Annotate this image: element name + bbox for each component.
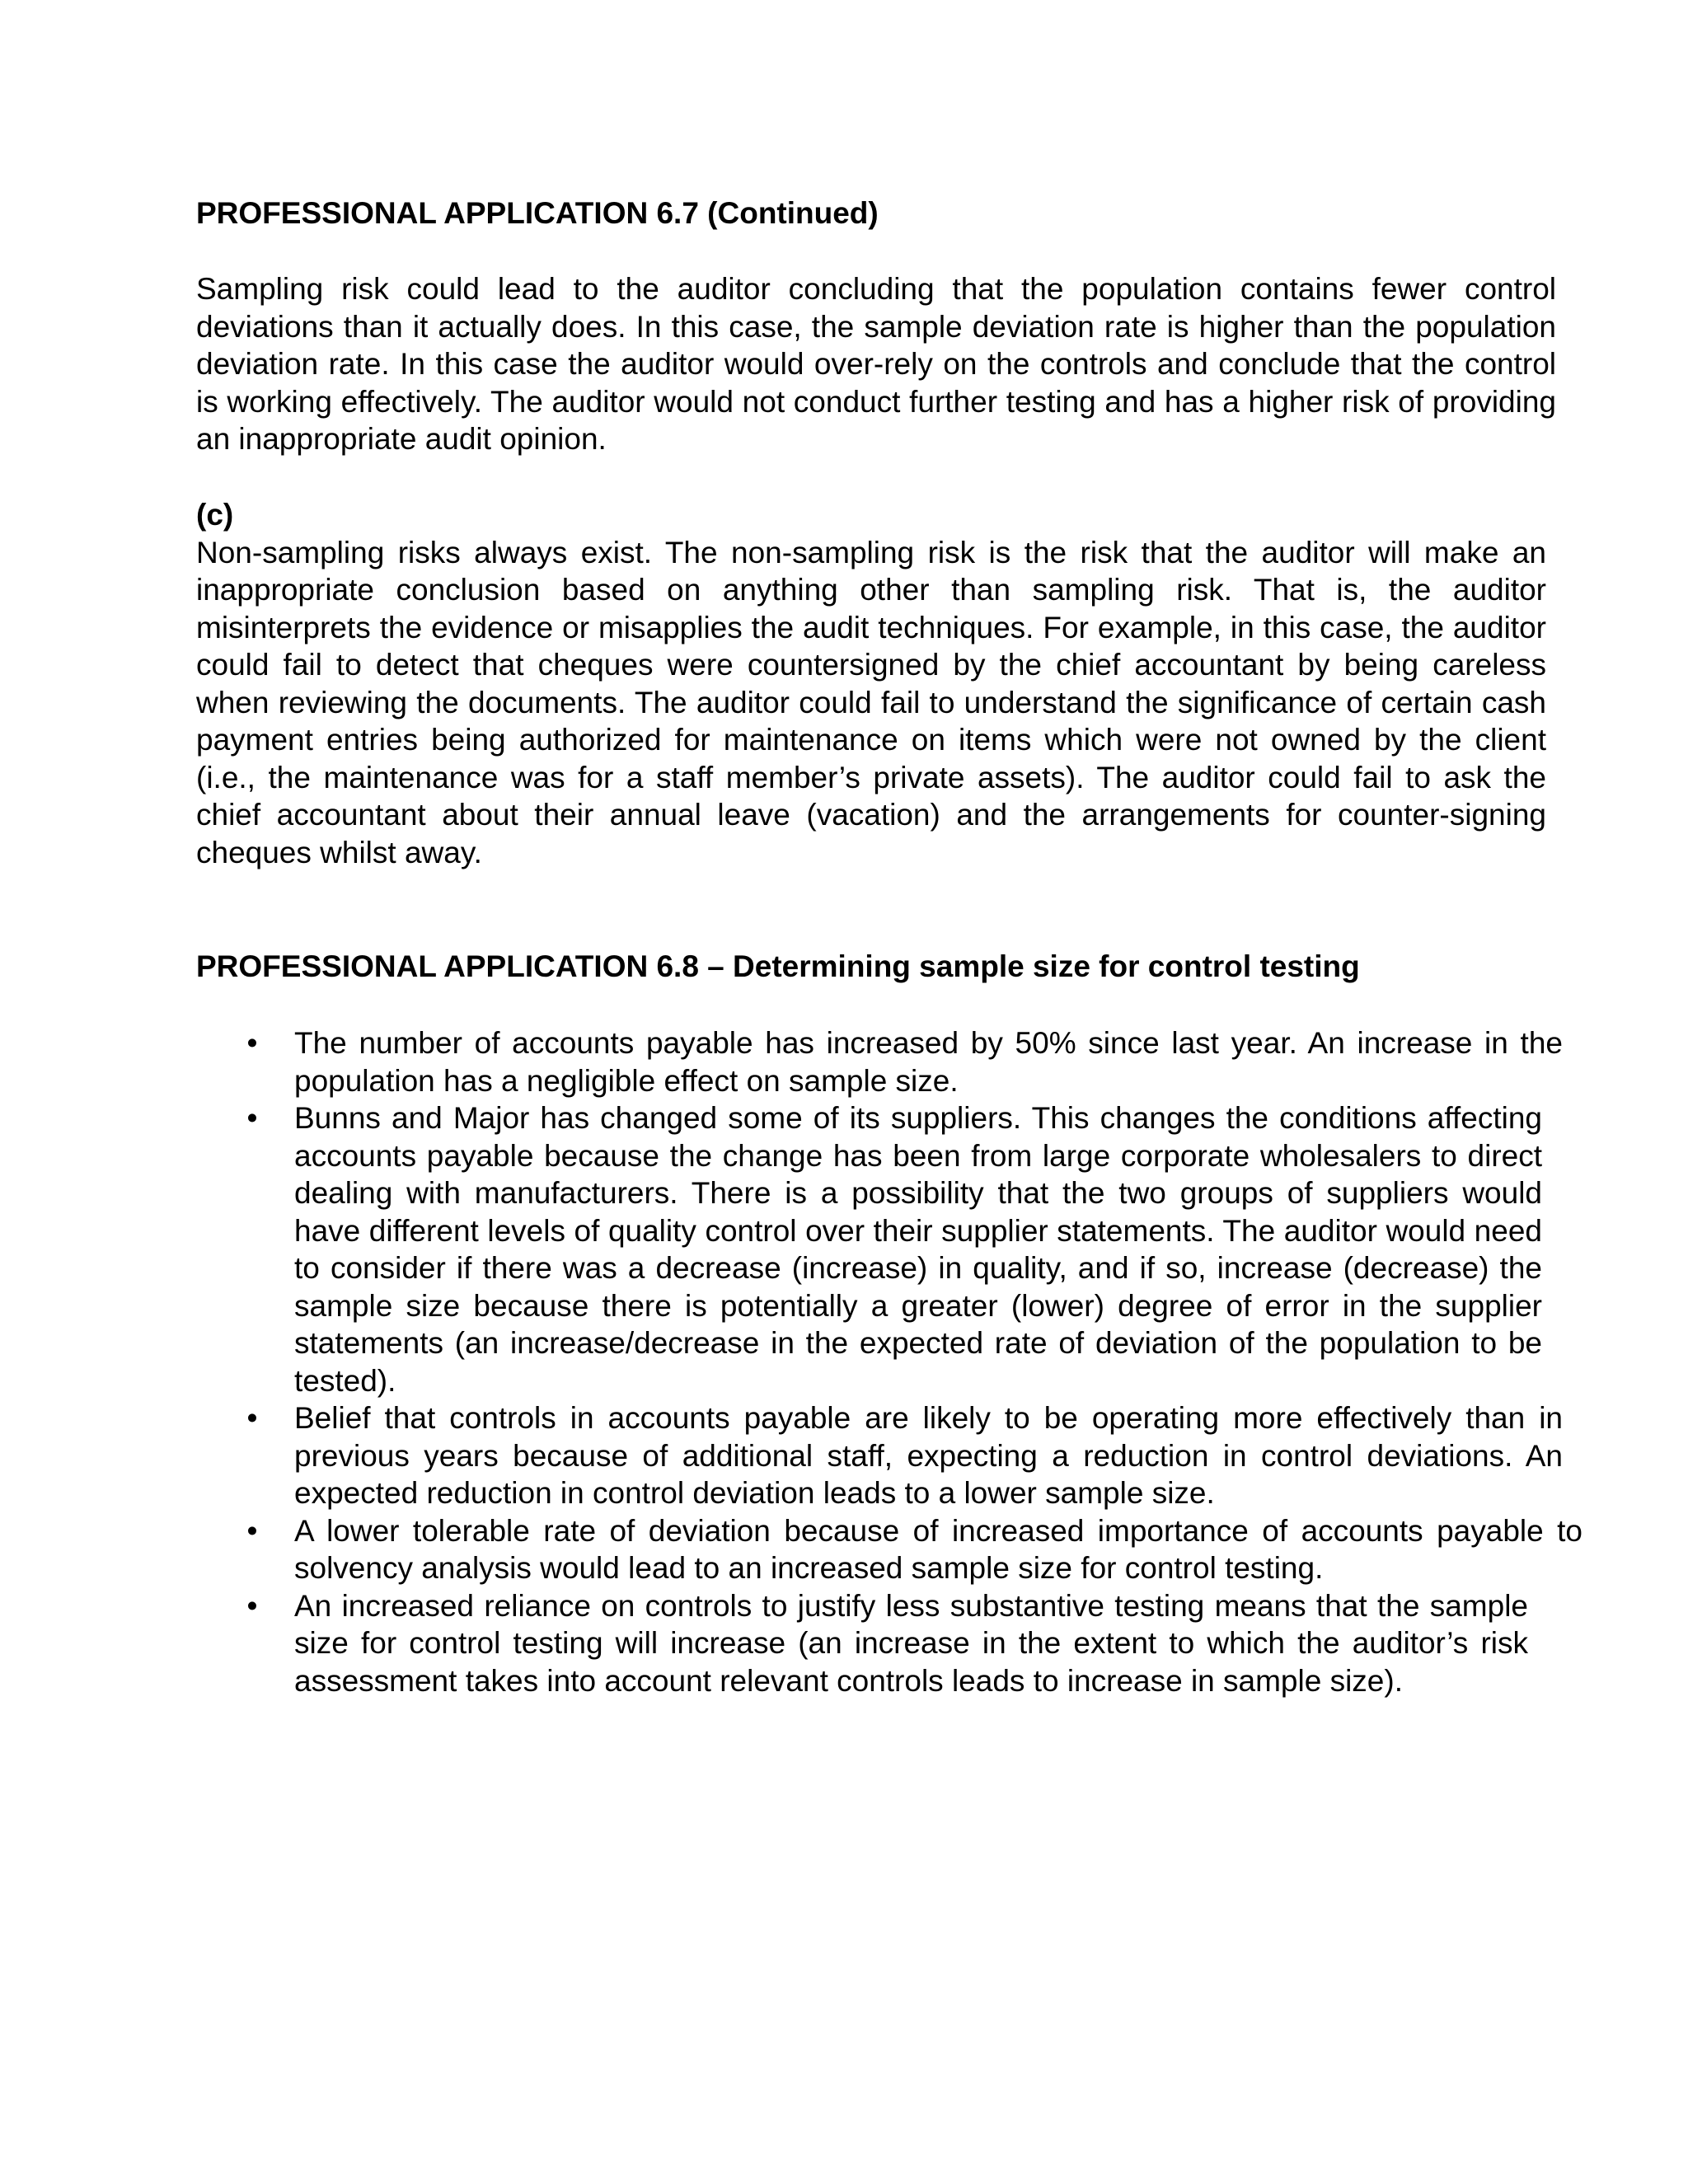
list-item-text: A lower tolerable rate of deviation because of increased importance of accounts payable to solvency analysis would lead to an increased sample size for control testing.	[294, 1513, 1582, 1585]
list-item-text: An increased reliance on controls to justify less substantive testing means that the sample size for control testing will increase (an increase in the extent to which the auditor’s risk assessment takes into account relevant controls leads to increase in sample size).	[294, 1588, 1528, 1698]
heading-professional-application-6-8: PROFESSIONAL APPLICATION 6.8 – Determining sample size for control testing	[196, 949, 1360, 983]
paragraph-sampling-risk: Sampling risk could lead to the auditor concluding that the population contains fewer control deviations than it actually does. In this case, the sample deviation rate is higher than the population deviation rate. In this case the auditor would over-rely on the controls and conclude that the control is working effectively. The auditor would not conduct further testing and has a higher risk of providing an inappropriate audit opinion.	[196, 272, 1556, 456]
list-item	[196, 1099, 1542, 1399]
list-item	[196, 1587, 1528, 1700]
heading-professional-application-6-7: PROFESSIONAL APPLICATION 6.7 (Continued)	[196, 196, 879, 230]
bullet-icon: •	[246, 1513, 258, 1548]
list-item-text: The number of accounts payable has increased by 50% since last year. An increase in the population has a negligible effect on sample size.	[294, 1026, 1563, 1098]
bullet-icon: •	[246, 1588, 258, 1623]
bullet-icon: •	[246, 1401, 258, 1435]
list-item-text: Bunns and Major has changed some of its suppliers. This changes the conditions affecting accounts payable because the change has been from large corporate wholesalers to direct dealing with manufacturers. There is a possibility that the two groups of suppliers would have different levels of quality control over their supplier statements. The auditor would need to consider if there was a decrease (increase) in quality, and if so, increase (decrease) the sample size because there is potentially a greater (lower) degree of error in the supplier statements (an increase/decrease in the expected rate of deviation of the population to be tested).	[294, 1101, 1542, 1398]
bullet-icon: •	[246, 1101, 258, 1135]
document-page	[196, 194, 1582, 1699]
list-item	[196, 1399, 1563, 1512]
list-item-text: Belief that controls in accounts payable are likely to be operating more effectively than in previous years because of additional staff, expecting a reduction in control deviations. An expected reduction in control deviation leads to a lower sample size.	[294, 1401, 1563, 1510]
list-item	[196, 1512, 1582, 1587]
list-item	[196, 1024, 1563, 1099]
paragraph-non-sampling-risk: Non-sampling risks always exist. The non-sampling risk is the risk that the auditor will make an inappropriate conclusion based on anything other than sampling risk. That is, the auditor misinterprets the evidence or misapplies the audit techniques. For example, in this case, the auditor could fail to detect that cheques were countersigned by the chief accountant by being careless when reviewing the documents. The auditor could fail to understand the significance of certain cash payment entries being authorized for maintenance on items which were not owned by the client (i.e., the maintenance was for a staff member’s private assets). The auditor could fail to ask the chief accountant about their annual leave (vacation) and the arrangements for counter-signing cheques whilst away.	[196, 535, 1546, 869]
bullet-icon: •	[246, 1026, 258, 1060]
part-c-label: (c)	[196, 497, 234, 532]
bullet-list	[196, 1024, 1582, 1699]
